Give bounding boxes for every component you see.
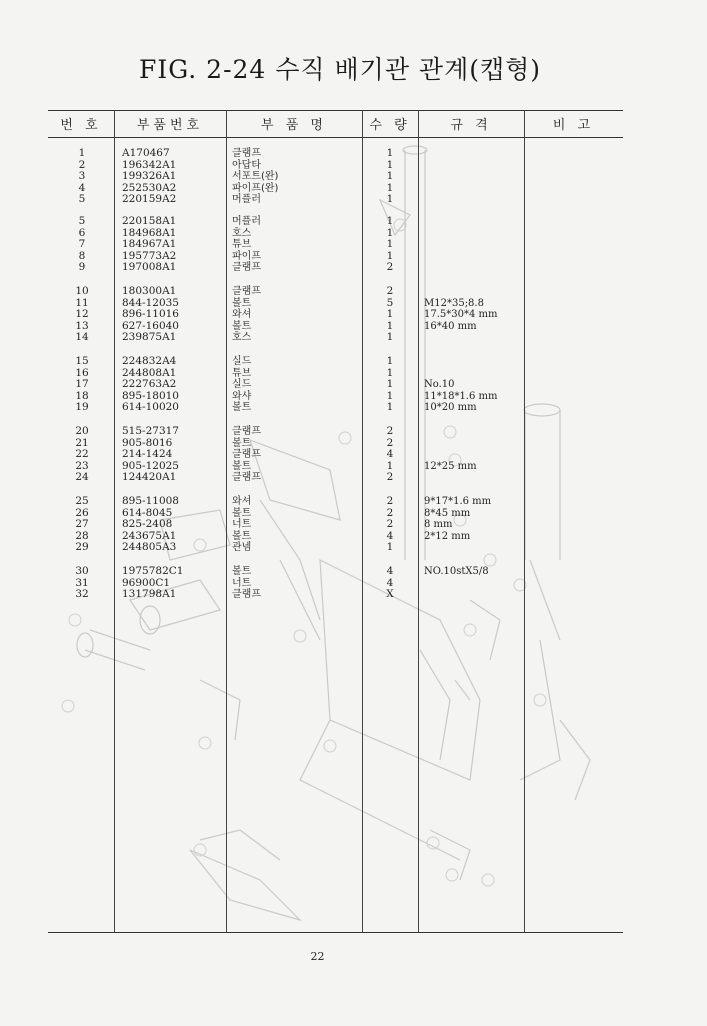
quantity: 4 <box>386 529 394 542</box>
quantity: 1 <box>386 541 394 554</box>
row-number: 17 <box>75 378 89 391</box>
part-number: 184968A1 <box>122 226 177 239</box>
part-number: 252530A2 <box>122 181 177 194</box>
part-name: 관넴 <box>232 542 252 554</box>
part-number: 825-2408 <box>122 518 173 531</box>
row-number: 11 <box>75 296 89 309</box>
row-number: 4 <box>78 181 86 194</box>
part-number: 220158A1 <box>122 215 177 227</box>
header-part-no: 부품번호 <box>136 118 204 133</box>
row-number: 7 <box>78 238 86 251</box>
part-name: 볼트 <box>232 402 252 414</box>
part-name: 볼트 <box>232 566 252 577</box>
part-name: 클램프 <box>232 589 261 601</box>
specification: 8 mm <box>424 519 453 531</box>
quantity: 1 <box>386 319 394 332</box>
part-number: 614-8045 <box>122 506 173 519</box>
row-number: 16 <box>75 366 89 379</box>
part-number: 1975782C1 <box>122 565 184 577</box>
quantity: 1 <box>386 249 394 262</box>
part-name: 서포트(완) <box>232 171 279 183</box>
specification: 16*40 mm <box>424 320 477 332</box>
quantity: 2 <box>386 518 394 531</box>
part-name: 클램프 <box>232 148 261 159</box>
part-name: 와셔 <box>232 496 252 507</box>
part-name: 볼트 <box>232 530 252 542</box>
part-number: 614-10020 <box>122 401 179 414</box>
part-name: 클램프 <box>232 472 261 484</box>
part-number: 244805A3 <box>122 541 177 554</box>
row-number: 12 <box>75 308 89 321</box>
part-number: 895-18010 <box>122 389 179 402</box>
part-number: 895-11008 <box>122 495 179 507</box>
row-number: 22 <box>75 448 89 461</box>
column-divider <box>226 110 227 932</box>
specification: 2*12 mm <box>424 530 471 542</box>
specification: No.10 <box>424 379 455 391</box>
quantity: 4 <box>386 576 394 589</box>
row-number: 30 <box>75 565 89 577</box>
quantity: 1 <box>386 193 394 206</box>
part-number: 905-8016 <box>122 436 173 449</box>
part-name: 호스 <box>232 332 252 344</box>
quantity: 2 <box>386 285 394 297</box>
part-name: 볼트 <box>232 297 252 309</box>
table-bottom-rule <box>48 932 623 933</box>
quantity: 1 <box>386 459 394 472</box>
row-number: 14 <box>75 331 89 344</box>
quantity: 2 <box>386 261 394 274</box>
row-number: 31 <box>75 576 89 589</box>
specification: 17.5*30*4 mm <box>424 309 498 321</box>
specification: 8*45 mm <box>424 507 471 519</box>
page-number: 22 <box>310 950 325 963</box>
row-number: 24 <box>75 471 89 484</box>
part-name: 와셔 <box>232 309 252 321</box>
quantity: 5 <box>386 296 394 309</box>
quantity: 2 <box>386 436 394 449</box>
part-name: 파이프(완) <box>232 182 279 194</box>
quantity: 2 <box>386 471 394 484</box>
header-part-name: 부 품 명 <box>261 118 327 133</box>
table-top-rule <box>48 110 623 111</box>
row-number: 19 <box>75 401 89 414</box>
quantity: 2 <box>386 425 394 437</box>
row-number: 20 <box>75 425 89 437</box>
part-number: 905-12025 <box>122 459 179 472</box>
row-number: 28 <box>75 529 89 542</box>
row-number: 13 <box>75 319 89 332</box>
row-number: 18 <box>75 389 89 402</box>
row-number: 21 <box>75 436 89 449</box>
column-divider <box>114 110 115 932</box>
part-name: 볼트 <box>232 507 252 519</box>
part-number: 214-1424 <box>122 448 173 461</box>
part-number: 184967A1 <box>122 238 177 251</box>
part-name: 볼트 <box>232 320 252 332</box>
column-divider <box>418 110 419 932</box>
row-number: 15 <box>75 355 89 367</box>
quantity: 1 <box>386 308 394 321</box>
part-number: 515-27317 <box>122 425 179 437</box>
part-name: 아답타 <box>232 159 261 171</box>
table-header-rule <box>48 137 623 138</box>
part-number: 180300A1 <box>122 285 177 297</box>
part-name: 머플러 <box>232 194 261 206</box>
quantity: 4 <box>386 565 394 577</box>
part-number: 244808A1 <box>122 366 177 379</box>
row-number: 3 <box>78 170 86 183</box>
part-name: 너트 <box>232 519 252 531</box>
part-number: 844-12035 <box>122 296 179 309</box>
part-number: 224832A4 <box>122 355 177 367</box>
header-qty: 수 량 <box>369 118 411 133</box>
part-name: 볼트 <box>232 460 252 472</box>
specification: 9*17*1.6 mm <box>424 496 492 507</box>
quantity: 1 <box>386 181 394 194</box>
specification: NO.10stX5/8 <box>424 566 489 577</box>
row-number: 5 <box>78 193 86 206</box>
row-number: 10 <box>75 285 89 297</box>
part-number: 196342A1 <box>122 158 177 171</box>
part-name: 클램프 <box>232 449 261 461</box>
part-name: 파이프 <box>232 250 261 262</box>
part-number: 131798A1 <box>122 588 177 601</box>
row-number: 2 <box>78 158 86 171</box>
row-number: 29 <box>75 541 89 554</box>
header-remarks: 비 고 <box>552 118 595 133</box>
part-name: 호스 <box>232 227 252 239</box>
row-number: 32 <box>75 588 89 601</box>
specification: 12*25 mm <box>424 460 477 472</box>
quantity: 1 <box>386 389 394 402</box>
header-no: 번 호 <box>60 118 102 133</box>
quantity: 2 <box>386 506 394 519</box>
quantity: 1 <box>386 331 394 344</box>
part-name: 볼트 <box>232 437 252 449</box>
specification: 10*20 mm <box>424 402 477 414</box>
row-number: 23 <box>75 459 89 472</box>
quantity: 1 <box>386 215 394 227</box>
quantity: 4 <box>386 448 394 461</box>
quantity: 1 <box>386 170 394 183</box>
specification: M12*35;8.8 <box>424 297 484 309</box>
column-divider <box>362 110 363 932</box>
row-number: 1 <box>78 147 86 159</box>
part-number: 96900C1 <box>122 576 171 589</box>
row-number: 8 <box>78 249 86 262</box>
quantity: 1 <box>386 238 394 251</box>
row-number: 26 <box>75 506 89 519</box>
part-number: 124420A1 <box>122 471 177 484</box>
row-number: 25 <box>75 495 89 507</box>
part-number: 627-16040 <box>122 319 179 332</box>
page-title: FIG. 2-24 수직 배기관 관계(캡형) <box>138 55 542 84</box>
row-number: 27 <box>75 518 89 531</box>
part-number: 197008A1 <box>122 261 177 274</box>
part-name: 와샤 <box>232 390 252 402</box>
part-number: A170467 <box>122 147 170 159</box>
part-name: 머플러 <box>232 216 261 227</box>
quantity: 1 <box>386 147 394 159</box>
part-name: 너트 <box>232 577 252 589</box>
part-number: 220159A2 <box>122 193 177 206</box>
part-name: 클램프 <box>232 262 261 274</box>
part-number: 896-11016 <box>122 308 179 321</box>
part-name: 실드 <box>232 356 252 367</box>
row-number: 5 <box>78 215 86 227</box>
part-number: 222763A2 <box>122 378 177 391</box>
header-spec: 규 격 <box>450 118 492 133</box>
quantity: 1 <box>386 366 394 379</box>
part-number: 243675A1 <box>122 529 177 542</box>
quantity: 1 <box>386 226 394 239</box>
part-name: 튜브 <box>232 239 252 251</box>
part-name: 클램프 <box>232 426 261 437</box>
quantity: X <box>386 588 394 601</box>
quantity: 1 <box>386 401 394 414</box>
quantity: 1 <box>386 158 394 171</box>
part-name: 실드 <box>232 379 252 391</box>
row-number: 9 <box>78 261 86 274</box>
row-number: 6 <box>78 226 86 239</box>
quantity: 2 <box>386 495 394 507</box>
quantity: 1 <box>386 355 394 367</box>
quantity: 1 <box>386 378 394 391</box>
part-number: 239875A1 <box>122 331 177 344</box>
part-name: 클램프 <box>232 286 261 297</box>
part-number: 199326A1 <box>122 170 177 183</box>
part-number: 195773A2 <box>122 249 177 262</box>
column-divider <box>524 110 525 932</box>
specification: 11*18*1.6 mm <box>424 390 498 402</box>
part-name: 튜브 <box>232 367 252 379</box>
